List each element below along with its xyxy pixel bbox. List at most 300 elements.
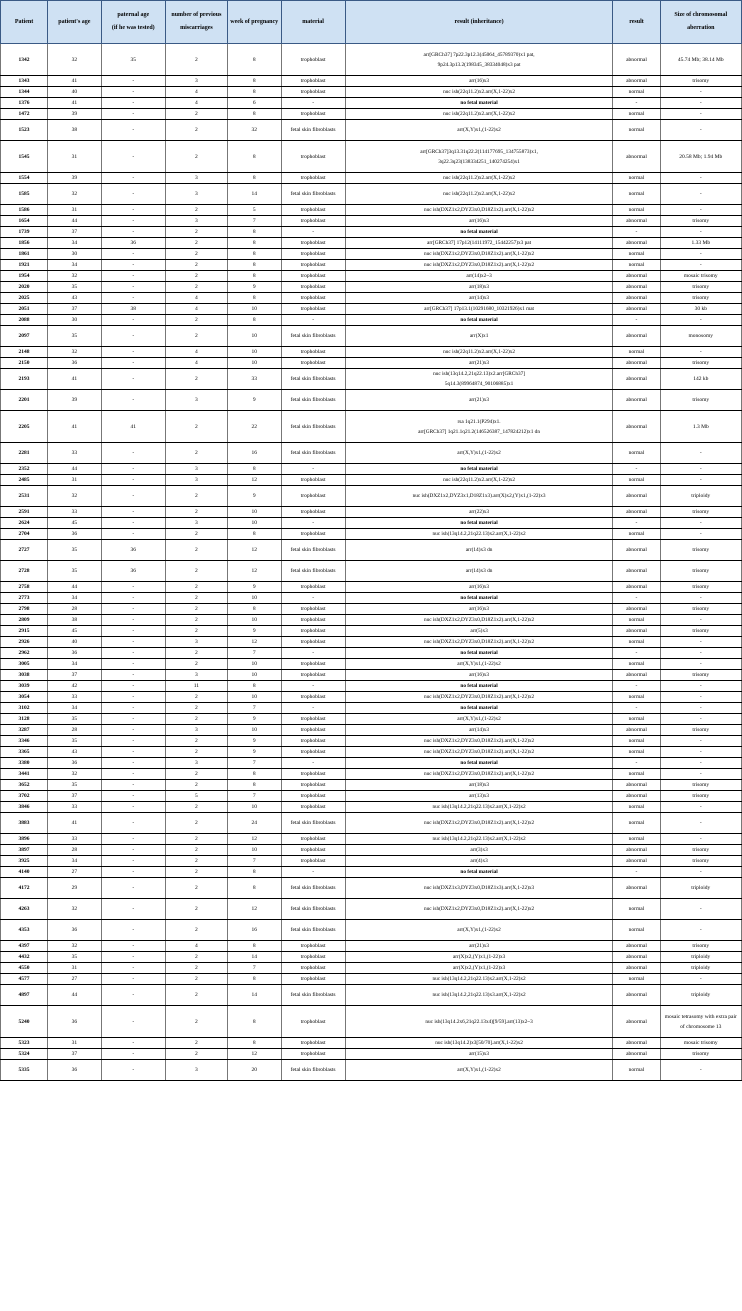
cell-age: 43 (48, 747, 102, 758)
cell-size: triploidy (660, 878, 741, 899)
cell-result-inheritance: nuc ish(22q11.2)x2.arr(X,1-22)x2 (345, 184, 613, 205)
cell-age: 35 (48, 561, 102, 582)
cell-miscarriages: 3 (165, 670, 227, 681)
cell-size: - (660, 109, 741, 120)
cell-result-inheritance: nuc ish(22q11.2)x2.arr(X,1-22)x2 (345, 475, 613, 486)
cell-miscarriages: 2 (165, 747, 227, 758)
cell-week: 9 (227, 714, 281, 725)
cell-result: normal (613, 736, 660, 747)
cell-material: fetal skin fibroblasts (281, 120, 345, 141)
cell-week: 9 (227, 282, 281, 293)
cell-paternal-age: - (101, 76, 165, 87)
cell-material: trophoblast (281, 736, 345, 747)
cell-material: fetal skin fibroblasts (281, 985, 345, 1006)
cell-material: trophoblast (281, 791, 345, 802)
cell-age: 36 (48, 358, 102, 369)
cell-paternal-age: - (101, 692, 165, 703)
cell-size: 1.33 Mb (660, 238, 741, 249)
cell-miscarriages: 2 (165, 920, 227, 941)
cell-patient: 3287 (1, 725, 48, 736)
cell-miscarriages: 2 (165, 899, 227, 920)
cell-material: trophoblast (281, 282, 345, 293)
table-row (1, 486, 742, 507)
cell-result-inheritance: nuc ish(DXZ1x2,DYZ3x0,D18Z1x2).arr(X,1-22)x2 (345, 615, 613, 626)
cell-material: trophoblast (281, 725, 345, 736)
cell-result: normal (613, 184, 660, 205)
cell-week: 8 (227, 1006, 281, 1038)
cell-result: - (613, 758, 660, 769)
table-row (1, 758, 742, 769)
cell-patient: 5323 (1, 1038, 48, 1049)
cell-material: trophoblast (281, 659, 345, 670)
cell-result-inheritance: arr(16)x3 (345, 216, 613, 227)
cell-miscarriages: 2 (165, 1038, 227, 1049)
cell-paternal-age: - (101, 109, 165, 120)
cell-patient: 1654 (1, 216, 48, 227)
cell-material: trophoblast (281, 1038, 345, 1049)
cell-result: normal (613, 347, 660, 358)
cell-miscarriages: 2 (165, 692, 227, 703)
cell-result-inheritance: nuc ish(22q11.2)x2.arr(X,1-22)x2 (345, 87, 613, 98)
cell-paternal-age: - (101, 878, 165, 899)
cell-miscarriages: 2 (165, 443, 227, 464)
cell-result-inheritance: nuc ish(DXZ1x2,DYZ3x0,D18Z1x2).arr(X,1-22)x2 (345, 249, 613, 260)
cell-paternal-age: - (101, 769, 165, 780)
cell-result-inheritance: no fetal material (345, 867, 613, 878)
cell-size: triploidy (660, 952, 741, 963)
cell-patient: 3846 (1, 802, 48, 813)
cell-miscarriages: 3 (165, 390, 227, 411)
cell-miscarriages: 3 (165, 725, 227, 736)
cell-patient: 3128 (1, 714, 48, 725)
cell-patient: 2020 (1, 282, 48, 293)
table-row (1, 714, 742, 725)
table-row (1, 1038, 742, 1049)
cell-material: trophoblast (281, 347, 345, 358)
cell-size: - (660, 593, 741, 604)
cell-miscarriages: 2 (165, 714, 227, 725)
cell-result-inheritance: arr(X,Y)x1,(1-22)x2 (345, 920, 613, 941)
cell-week: 8 (227, 529, 281, 540)
cell-paternal-age: - (101, 205, 165, 216)
cell-size: - (660, 475, 741, 486)
cell-material: trophoblast (281, 670, 345, 681)
cell-miscarriages: 4 (165, 304, 227, 315)
cell-paternal-age: 41 (101, 411, 165, 443)
cell-patient: 2926 (1, 637, 48, 648)
cell-result-inheritance: nuc ish(DXZ1x2,DYZ3x0,D18Z1x2).arr(X,1-22)x2 (345, 899, 613, 920)
cell-miscarriages: 3 (165, 637, 227, 648)
cell-paternal-age: - (101, 369, 165, 390)
cell-paternal-age: 36 (101, 561, 165, 582)
table-row (1, 216, 742, 227)
cell-result-inheritance: nuc ish(13q14.2x6,21q22.13x4)[9/59].arr(13)x2~3 (345, 1006, 613, 1038)
cell-paternal-age: - (101, 703, 165, 714)
cell-patient: 2193 (1, 369, 48, 390)
cell-size: - (660, 899, 741, 920)
cell-age: 42 (48, 681, 102, 692)
table-row (1, 293, 742, 304)
cell-size: - (660, 315, 741, 326)
cell-week: 10 (227, 670, 281, 681)
cell-patient: 3102 (1, 703, 48, 714)
cell-result: - (613, 464, 660, 475)
cell-week: 10 (227, 802, 281, 813)
cell-result: - (613, 681, 660, 692)
cell-result-inheritance: nuc ish(13q14.2)x3[50/70].arr(X,1-22)x2 (345, 1038, 613, 1049)
cell-week: 20 (227, 1060, 281, 1081)
table-row (1, 249, 742, 260)
cell-result-inheritance: arr(X,Y)x1,(1-22)x2 (345, 659, 613, 670)
cell-miscarriages: 2 (165, 227, 227, 238)
header-result-inheritance: result (inheritance) (345, 1, 613, 44)
cell-result: abnormal (613, 952, 660, 963)
cell-result: abnormal (613, 604, 660, 615)
cell-week: 8 (227, 464, 281, 475)
table-row (1, 703, 742, 714)
cell-material: trophoblast (281, 475, 345, 486)
cell-patient: 2704 (1, 529, 48, 540)
cell-material: trophoblast (281, 271, 345, 282)
cell-week: 7 (227, 703, 281, 714)
cell-patient: 3883 (1, 813, 48, 834)
cell-patient: 2485 (1, 475, 48, 486)
cell-result: normal (613, 813, 660, 834)
cell-result-inheritance: arr(14)x3 dn (345, 561, 613, 582)
cell-age: 41 (48, 411, 102, 443)
cell-age: 37 (48, 304, 102, 315)
table-row (1, 1049, 742, 1060)
cell-patient: 4897 (1, 985, 48, 1006)
cell-miscarriages: 2 (165, 1006, 227, 1038)
cell-result-inheritance: arr[GRCh37]3q13.31q22.2(114177695_134755873)x1, 3q22.3q23(138334251_140274254)x1 (345, 141, 613, 173)
cell-material: - (281, 758, 345, 769)
cell-material: - (281, 464, 345, 475)
table-row (1, 725, 742, 736)
table-row (1, 648, 742, 659)
cell-paternal-age: - (101, 920, 165, 941)
cell-paternal-age: - (101, 670, 165, 681)
table-row (1, 411, 742, 443)
cell-size: - (660, 681, 741, 692)
cell-result-inheritance: nuc ish(DXZ1x2,DYZ3x0,D18Z1x2).arr(X,1-22)x2 (345, 205, 613, 216)
table-row (1, 271, 742, 282)
header-patient: Patient (1, 1, 48, 44)
cell-paternal-age: - (101, 963, 165, 974)
cell-material: - (281, 518, 345, 529)
cell-paternal-age: - (101, 626, 165, 637)
cell-material: trophoblast (281, 1049, 345, 1060)
table-row (1, 540, 742, 561)
cell-result-inheritance: no fetal material (345, 703, 613, 714)
table-row (1, 390, 742, 411)
cell-miscarriages: 2 (165, 249, 227, 260)
cell-material: trophoblast (281, 604, 345, 615)
cell-size: - (660, 974, 741, 985)
cell-size: - (660, 648, 741, 659)
cell-result-inheritance: arr(3)x3 (345, 845, 613, 856)
header-age: patient's age (48, 1, 102, 44)
table-row (1, 582, 742, 593)
cell-size: trisomy (660, 561, 741, 582)
cell-material: fetal skin fibroblasts (281, 184, 345, 205)
cell-result-inheritance: no fetal material (345, 648, 613, 659)
cell-size: trisomy (660, 390, 741, 411)
cell-patient: 1554 (1, 173, 48, 184)
cell-patient: 3346 (1, 736, 48, 747)
cell-age: 37 (48, 791, 102, 802)
cell-result-inheritance: arr(13)x3 (345, 791, 613, 802)
cell-result: normal (613, 802, 660, 813)
cell-result-inheritance: arr(14)x2~3 (345, 271, 613, 282)
cell-age: 31 (48, 963, 102, 974)
cell-patient: 1856 (1, 238, 48, 249)
cell-patient: 2727 (1, 540, 48, 561)
cell-miscarriages: 3 (165, 216, 227, 227)
table-row (1, 626, 742, 637)
cell-patient: 5240 (1, 1006, 48, 1038)
cell-age: 36 (48, 920, 102, 941)
cell-material: trophoblast (281, 856, 345, 867)
cell-result: abnormal (613, 561, 660, 582)
cell-material: fetal skin fibroblasts (281, 411, 345, 443)
cell-size: triploidy (660, 486, 741, 507)
cell-result-inheritance: arr(22)x3 (345, 507, 613, 518)
cell-size: - (660, 529, 741, 540)
cell-material: trophoblast (281, 87, 345, 98)
cell-result: normal (613, 1060, 660, 1081)
cell-paternal-age: - (101, 952, 165, 963)
cell-age: 34 (48, 238, 102, 249)
cell-material: trophoblast (281, 76, 345, 87)
cell-size: trisomy (660, 670, 741, 681)
cell-result: - (613, 518, 660, 529)
cell-week: 10 (227, 692, 281, 703)
cell-patient: 1954 (1, 271, 48, 282)
cell-patient: 2962 (1, 648, 48, 659)
table-row (1, 952, 742, 963)
cell-size: trisomy (660, 216, 741, 227)
cell-age: 45 (48, 518, 102, 529)
cell-patient: 2051 (1, 304, 48, 315)
cell-result: normal (613, 637, 660, 648)
cell-patient: 3897 (1, 845, 48, 856)
cell-result: abnormal (613, 304, 660, 315)
header-result: result (613, 1, 660, 44)
table-row (1, 315, 742, 326)
cell-week: 8 (227, 315, 281, 326)
cell-result-inheritance: nuc ish(13q14.2,21q22.13)x2.arr[GRCh37] 5q14.3(89964874_90106885)x1 (345, 369, 613, 390)
cell-miscarriages: 2 (165, 326, 227, 347)
cell-size: trisomy (660, 725, 741, 736)
cell-miscarriages: 11 (165, 681, 227, 692)
cell-size: trisomy (660, 791, 741, 802)
cell-miscarriages: 2 (165, 109, 227, 120)
cell-age: 34 (48, 659, 102, 670)
cell-material: trophoblast (281, 486, 345, 507)
cell-paternal-age: - (101, 184, 165, 205)
cell-material: trophoblast (281, 963, 345, 974)
cell-miscarriages: 2 (165, 582, 227, 593)
table-body (1, 44, 742, 1081)
cell-paternal-age: - (101, 648, 165, 659)
cell-miscarriages: 3 (165, 464, 227, 475)
cell-age: 32 (48, 347, 102, 358)
cell-result: abnormal (613, 76, 660, 87)
cell-material: fetal skin fibroblasts (281, 561, 345, 582)
cell-age: 32 (48, 941, 102, 952)
cell-size: - (660, 758, 741, 769)
table-row (1, 464, 742, 475)
cell-age: 36 (48, 758, 102, 769)
cell-week: 7 (227, 216, 281, 227)
table-row (1, 260, 742, 271)
cell-result: abnormal (613, 670, 660, 681)
cell-result-inheritance: arr(18)x3 (345, 282, 613, 293)
cell-result-inheritance: arr(14)x3 dn (345, 540, 613, 561)
cell-size: 20.58 Mb; 1.94 Mb (660, 141, 741, 173)
cell-result-inheritance: arr(X,Y)x1,(1-22)x2 (345, 1060, 613, 1081)
cell-result: normal (613, 173, 660, 184)
cell-size: trisomy (660, 856, 741, 867)
cell-age: 31 (48, 205, 102, 216)
cell-paternal-age: - (101, 227, 165, 238)
cell-result-inheritance: arr(X)x2,(Y)x1,(1-22)x3 (345, 963, 613, 974)
cell-week: 8 (227, 227, 281, 238)
cell-patient: 3039 (1, 681, 48, 692)
cell-paternal-age: - (101, 260, 165, 271)
cell-paternal-age: - (101, 899, 165, 920)
cell-paternal-age: - (101, 347, 165, 358)
cell-patient: 2281 (1, 443, 48, 464)
cell-week: 10 (227, 659, 281, 670)
cell-size: trisomy (660, 941, 741, 952)
cell-patient: 1472 (1, 109, 48, 120)
cell-miscarriages: 2 (165, 593, 227, 604)
table-row (1, 120, 742, 141)
cell-result-inheritance: arr(X,Y)x1,(1-22)x2 (345, 443, 613, 464)
cell-size: trisomy (660, 293, 741, 304)
cell-age: 36 (48, 648, 102, 659)
cell-week: 8 (227, 260, 281, 271)
cell-material: trophoblast (281, 637, 345, 648)
cell-size: - (660, 659, 741, 670)
cell-age: 33 (48, 443, 102, 464)
cell-paternal-age: - (101, 326, 165, 347)
cell-patient: 1545 (1, 141, 48, 173)
cell-miscarriages: 2 (165, 985, 227, 1006)
cell-material: - (281, 98, 345, 109)
cell-age: 32 (48, 44, 102, 76)
cell-result-inheritance: arr(X)x2,(Y)x1,(1-22)x3 (345, 952, 613, 963)
cell-size: - (660, 714, 741, 725)
cell-material: - (281, 227, 345, 238)
cell-week: 8 (227, 878, 281, 899)
cell-size: - (660, 184, 741, 205)
cell-size: mosaic trisomy (660, 271, 741, 282)
cell-result-inheritance: arr(16)x3 (345, 604, 613, 615)
cell-result: abnormal (613, 390, 660, 411)
table-row (1, 963, 742, 974)
cell-paternal-age: - (101, 1006, 165, 1038)
cell-size: trisomy (660, 626, 741, 637)
cell-material: - (281, 703, 345, 714)
table-row (1, 878, 742, 899)
cell-patient: 3365 (1, 747, 48, 758)
cell-paternal-age: - (101, 615, 165, 626)
cell-patient: 2201 (1, 390, 48, 411)
cell-material: trophoblast (281, 216, 345, 227)
table-row (1, 561, 742, 582)
cell-age: 33 (48, 692, 102, 703)
cell-miscarriages: 2 (165, 878, 227, 899)
cell-age: 39 (48, 109, 102, 120)
cell-result: abnormal (613, 44, 660, 76)
cell-age: 44 (48, 582, 102, 593)
cell-size: triploidy (660, 985, 741, 1006)
cell-size: - (660, 120, 741, 141)
cell-result: abnormal (613, 856, 660, 867)
cell-week: 10 (227, 593, 281, 604)
cell-paternal-age: - (101, 802, 165, 813)
cell-miscarriages: 2 (165, 867, 227, 878)
cell-paternal-age: - (101, 659, 165, 670)
cell-week: 10 (227, 507, 281, 518)
cell-week: 10 (227, 725, 281, 736)
cell-result: normal (613, 899, 660, 920)
table-row (1, 304, 742, 315)
cell-paternal-age: - (101, 486, 165, 507)
cell-result: normal (613, 529, 660, 540)
cell-paternal-age: - (101, 813, 165, 834)
cell-miscarriages: 2 (165, 315, 227, 326)
cell-age: 32 (48, 769, 102, 780)
cell-result-inheritance: nuc ish(DXZ1x2,DYZ3x0,D18Z1x2).arr(X,1-22)x2 (345, 637, 613, 648)
cell-material: fetal skin fibroblasts (281, 390, 345, 411)
cell-result: abnormal (613, 271, 660, 282)
cell-patient: 3925 (1, 856, 48, 867)
cell-week: 9 (227, 582, 281, 593)
cell-material: trophoblast (281, 358, 345, 369)
cell-week: 12 (227, 1049, 281, 1060)
cell-age: 43 (48, 293, 102, 304)
cell-miscarriages: 3 (165, 518, 227, 529)
table-row (1, 518, 742, 529)
cell-week: 12 (227, 899, 281, 920)
cell-material: trophoblast (281, 834, 345, 845)
table-row (1, 780, 742, 791)
cell-week: 12 (227, 561, 281, 582)
cell-material: trophoblast (281, 293, 345, 304)
cell-paternal-age: - (101, 120, 165, 141)
cell-age: 35 (48, 540, 102, 561)
table-row (1, 347, 742, 358)
table-row (1, 98, 742, 109)
cell-age: 32 (48, 899, 102, 920)
cell-week: 12 (227, 540, 281, 561)
cell-patient: 4577 (1, 974, 48, 985)
cell-paternal-age: - (101, 681, 165, 692)
cell-result: normal (613, 615, 660, 626)
cell-miscarriages: 4 (165, 87, 227, 98)
cell-week: 22 (227, 411, 281, 443)
cell-result: normal (613, 120, 660, 141)
cell-size: - (660, 260, 741, 271)
cell-miscarriages: 2 (165, 529, 227, 540)
cell-material: trophoblast (281, 260, 345, 271)
cell-age: 41 (48, 369, 102, 390)
cell-week: 7 (227, 963, 281, 974)
